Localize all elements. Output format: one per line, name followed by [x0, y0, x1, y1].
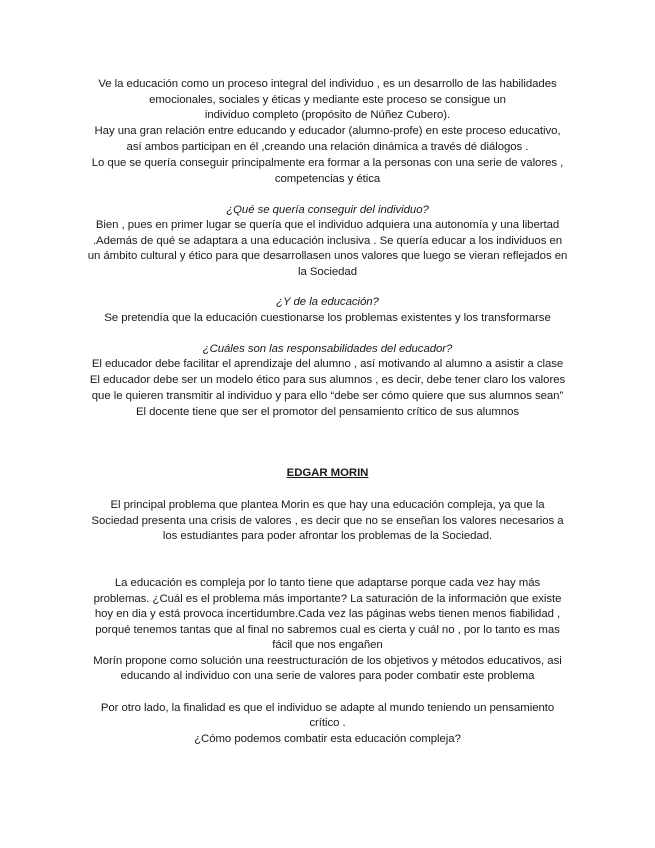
intro-line: competencias y ética: [274, 173, 381, 185]
paragraph-line: Sociedad presenta una crisis de valores , es decir que no se enseñan los valores necesarios a: [91, 515, 564, 527]
answer-line: un ámbito cultural y ético para que desarrollasen unos valores que luego se vieran reflejados en: [87, 250, 568, 262]
paragraph-line: problemas. ¿Cuál es el problema más importante? La saturación de la información que existe: [93, 593, 562, 605]
paragraph-line: Morín propone como solución una reestructuración de los objetivos y métodos educativos, asi: [93, 655, 562, 667]
question-heading: ¿Cuáles son las responsabilidades del educador?: [202, 343, 453, 355]
answer-line: El educador debe ser un modelo ético para sus alumnos , es decir, debe tener claro los valores: [89, 374, 566, 386]
section-heading: EDGAR MORIN: [286, 467, 369, 479]
answer-line: que le quieren transmitir al individuo y para ello “debe ser cómo quiere que sus alumnos sean”: [91, 390, 564, 402]
paragraph-line: hoy en dia y está provoca incertidumbre.Cada vez las páginas webs tienen menos fiabilidad ,: [94, 608, 561, 620]
intro-line: Ve la educación como un proceso integral del individuo , es un desarrollo de las habilidades: [98, 78, 557, 90]
paragraph-line: El principal problema que plantea Morin es que hay una educación compleja, ya que la: [110, 499, 545, 511]
intro-line: así ambos participan en él ,creando una relación dinámica a través dé diálogos .: [126, 141, 529, 153]
intro-line: emocionales, sociales y éticas y mediante este proceso se consigue un: [149, 94, 506, 106]
paragraph-line: Por otro lado, la finalidad es que el individuo se adapte al mundo teniendo un pensamiento: [100, 702, 555, 714]
intro-line: individuo completo (propósito de Núñez Cubero).: [204, 109, 451, 121]
paragraph-line: La educación es compleja por lo tanto tiene que adaptarse porque cada vez hay más: [114, 577, 541, 589]
answer-line: Bien , pues en primer lugar se quería que el individuo adquiera una autonomía y una libertad: [95, 219, 560, 231]
paragraph-line: ¿Cómo podemos combatir esta educación compleja?: [194, 733, 461, 745]
question-heading: ¿Qué se quería conseguir del individuo?: [226, 204, 429, 216]
paragraph-line: porqué tenemos tantas que al final no sabremos cual es cierta y cuál no , por lo tanto es mas: [95, 624, 560, 636]
paragraph-line: los estudiantes para poder afrontar los problemas de la Sociedad.: [162, 530, 493, 542]
intro-line: Hay una gran relación entre educando y educador (alumno-profe) en este proceso educativo,: [94, 125, 561, 137]
section-heading-wrap: [40, 466, 615, 481]
answer-line: la Sociedad: [298, 266, 357, 278]
answer-line: .Además de qué se adaptara a una educación inclusiva . Se quería educar a los individuos en: [92, 235, 563, 247]
answer-line: El educador debe facilitar el aprendizaje del alumno , así motivando al alumno a asistir a clase: [91, 358, 564, 370]
answer-line: Se pretendía que la educación cuestionarse los problemas existentes y los transformarse: [104, 312, 551, 324]
answer-line: El docente tiene que ser el promotor del pensamiento crítico de sus alumnos: [135, 406, 520, 418]
paragraph-line: crítico .: [309, 717, 346, 729]
paragraph-line: fácil que nos engañen: [272, 639, 383, 651]
paragraph-line: educando al individuo con una serie de valores para poder combatir este problema: [120, 670, 535, 682]
intro-line: Lo que se quería conseguir principalmente era formar a la personas con una serie de valores ,: [91, 157, 564, 169]
question-heading: ¿Y de la educación?: [276, 296, 379, 308]
